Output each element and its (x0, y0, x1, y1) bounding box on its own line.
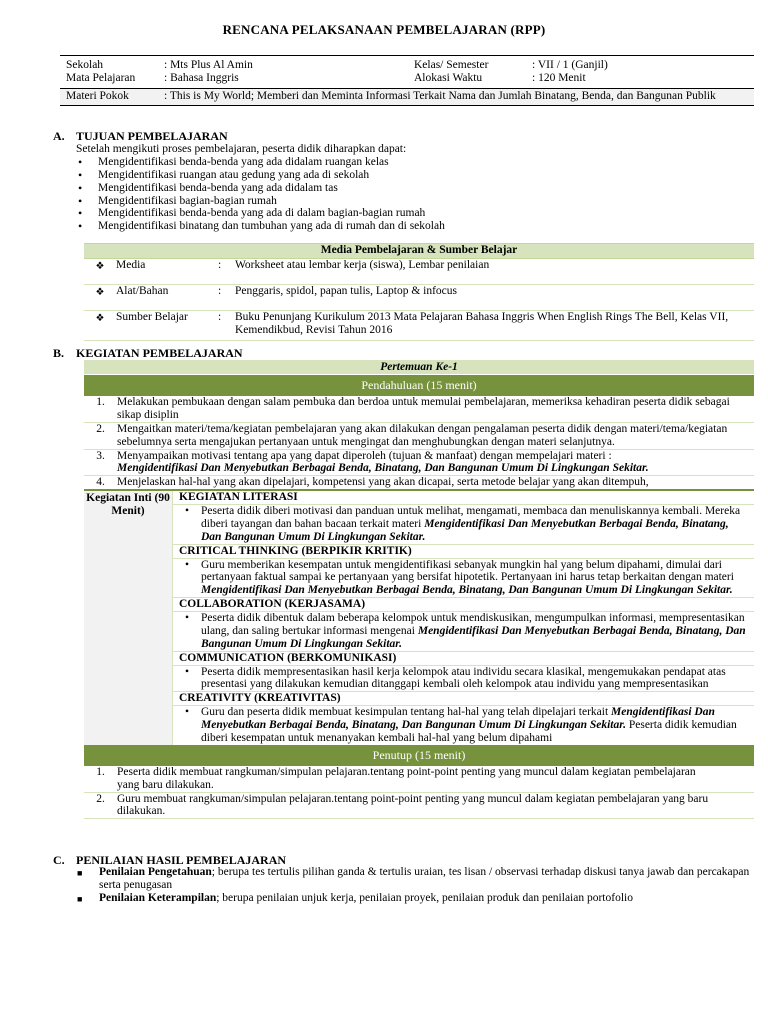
media-header-row (84, 244, 754, 259)
bullet: • (184, 665, 190, 678)
materi-value: : This is My World; Memberi dan Meminta Informasi Terkait Nama dan Jumlah Binatang, Benda, dan Bangunan Publik (164, 89, 716, 102)
table-row (84, 311, 754, 341)
sekolah-label: Sekolah (66, 59, 104, 71)
media-key: Media (116, 259, 218, 285)
kegiatan-inti (84, 489, 754, 745)
media-value: Penggaris, spidol, papan tulis, Laptop & infocus (235, 285, 754, 311)
table-row (84, 396, 754, 423)
row-number: 1. (96, 396, 105, 408)
list-item (76, 892, 756, 905)
bullet-text: Peserta didik mempresentasikan hasil kerja kelompok atau individu secara klasikal, mengemukakan pendapat atas presentasi yang dilakukan kemudian ditanggapi kembali oleh kelompok atau individu yang mempresentasikan (201, 665, 726, 691)
list-item: • Mengidentifikasi benda-benda yang ada didalam ruangan kelas (76, 156, 746, 169)
info-row (60, 72, 754, 88)
list-item: • Mengidentifikasi ruangan atau gedung yang ada di sekolah (76, 169, 746, 182)
sekolah-value: : Mts Plus Al Amin (164, 59, 253, 71)
literasi-heading: KEGIATAN LITERASI (173, 491, 754, 505)
square-bullet-icon: ■ (77, 893, 83, 904)
list-item: • Mengidentifikasi benda-benda yang ada didalam tas (76, 182, 746, 195)
bullet-text-wrap (201, 559, 754, 598)
kelas-label: Kelas/ Semester (414, 59, 489, 71)
media-value: Worksheet atau lembar kerja (siswa), Lembar penilaian (235, 259, 754, 285)
collab-heading: COLLABORATION (KERJASAMA) (173, 598, 754, 612)
row-number: 1. (96, 765, 105, 778)
penilaian-list (76, 866, 756, 905)
section-a-heading (53, 130, 228, 143)
penilaian-text: ; berupa penilaian unjuk kerja, penilaian proyek, penilaian produk dan penilaian portofolio (216, 891, 633, 904)
section-letter: B. (53, 346, 65, 360)
bullet: • (184, 505, 190, 517)
table-row (84, 766, 754, 793)
bullet-text: Peserta didik diberi motivasi dan panduan untuk melihat, mengamati, membaca dan menuliskannya kembali. Mereka diberi tayangan dan bahan bacaan terkait materi (201, 505, 741, 530)
list-item (173, 505, 754, 545)
media-sep: : (218, 259, 235, 285)
row-text: Menjelaskan hal-hal yang akan dipelajari, kompetensi yang akan dicapai, serta metode belajar yang akan ditempuh, (117, 476, 649, 489)
row-number: 2. (96, 422, 105, 435)
row-text: Mengaitkan materi/tema/kegiatan pembelajaran yang akan dilakukan dengan pengalaman peserta didik dengan materi/tema/kegiatan sebelumnya serta mengajukan pertanyaan untuk mengingat dan menghubungkan dengan materi selanjutnya. (117, 422, 728, 448)
comm-heading: COMMUNICATION (BERKOMUNIKASI) (173, 652, 754, 666)
list-item (76, 866, 756, 892)
bullet-text-wrap (201, 612, 754, 651)
pertemuan-label: Pertemuan Ke-1 (84, 360, 754, 374)
table-row (84, 259, 754, 285)
list-item (173, 706, 754, 745)
bullet-text: Peserta didik dibentuk dalam beberapa kelompok untuk mendiskusikan, mengumpulkan informasi, mempresentasikan ulang, dan saling bertukar informasi mengenai (201, 612, 745, 637)
section-b-heading (53, 347, 243, 360)
mapel-label: Mata Pelajaran (66, 71, 136, 84)
tujuan-list (76, 156, 746, 233)
list-item: • Mengidentifikasi benda-benda yang ada di dalam bagian-bagian rumah (76, 207, 746, 220)
row-number: 3. (96, 449, 105, 462)
row-text: Guru membuat rangkuman/simpulan pelajaran.tentang point-point penting yang muncul dalam kegiatan pembelajaran yang baru dilakukan. (117, 792, 709, 818)
row-text-wrap (117, 450, 754, 476)
bullet-emphasis: Mengidentifikasi Dan Menyebutkan Berbagai Benda, Binatang, Dan Bangunan Umum Di Lingkungan Sekitar. (201, 706, 715, 731)
pendahuluan-header: Pendahuluan (15 menit) (84, 375, 754, 396)
media-sep: : (218, 285, 235, 311)
row-emphasis: Mengidentifikasi Dan Menyebutkan Berbagai Benda, Binatang, Dan Bangunan Umum Di Lingkungan Sekitar. (117, 462, 649, 475)
penilaian-bold: Penilaian Keterampilan (99, 891, 217, 904)
bullet-text-wrap (201, 706, 754, 745)
materi-label: Materi Pokok (66, 89, 129, 102)
penutup-header: Penutup (15 menit) (84, 745, 754, 766)
info-row (60, 56, 754, 72)
critical-heading: CRITICAL THINKING (BERPIKIR KRITIK) (173, 545, 754, 559)
media-key: Alat/Bahan (116, 285, 218, 311)
list-item (173, 559, 754, 599)
section-title: KEGIATAN PEMBELAJARAN (76, 346, 243, 360)
alokasi-label: Alokasi Waktu (414, 71, 483, 84)
table-row (84, 793, 754, 820)
table-row (84, 476, 754, 489)
bullet-text-wrap (201, 505, 754, 544)
diamond-bullet-icon: ❖ (84, 311, 116, 341)
bullet-emphasis: Mengidentifikasi Dan Menyebutkan Berbagai Benda, Binatang, Dan Bangunan Umum Di Lingkungan Sekitar. (201, 517, 729, 543)
bullet-emphasis: Mengidentifikasi Dan Menyebutkan Berbagai Benda, Binatang, Dan Bangunan Umum Di Lingkungan Sekitar. (201, 624, 746, 650)
section-title: TUJUAN PEMBELAJARAN (76, 129, 228, 143)
bullet: • (184, 612, 190, 624)
bullet-text: Guru dan peserta didik membuat kesimpulan tentang hal-hal yang telah dipelajari terkait (201, 706, 609, 719)
table-row (84, 285, 754, 311)
list-item: • Mengidentifikasi bagian-bagian rumah (76, 195, 746, 208)
tujuan-block (76, 143, 746, 233)
page-title: RENCANA PELAKSANAAN PEMBELAJARAN (RPP) (222, 22, 546, 37)
bullet: • (184, 706, 190, 719)
square-bullet-icon: ■ (77, 868, 83, 878)
creat-heading: CREATIVITY (KREATIVITAS) (173, 692, 754, 706)
info-box (60, 55, 754, 106)
media-value: Buku Penunjang Kurikulum 2013 Mata Pelajaran Bahasa Inggris When English Rings The Bell, Kelas VII, Kemendikbud, Revisi Tahun 2016 (235, 311, 754, 341)
table-row (84, 423, 754, 450)
alokasi-value: : 120 Menit (532, 71, 586, 84)
media-key: Sumber Belajar (116, 311, 218, 341)
row-text: Menyampaikan motivasi tentang apa yang dapat diperoleh (tujuan & manfaat) dengan mempelajari materi : (117, 449, 612, 462)
media-header: Media Pembelajaran & Sumber Belajar (84, 244, 754, 259)
kegiatan-table (84, 360, 754, 819)
section-letter: A. (53, 129, 65, 143)
diamond-bullet-icon: ❖ (84, 259, 116, 285)
diamond-bullet-icon: ❖ (84, 285, 116, 311)
penilaian-text-wrap (99, 866, 756, 892)
kegiatan-inti-label: Kegiatan Inti (90 Menit) (84, 491, 173, 745)
row-text: Peserta didik membuat rangkuman/simpulan pelajaran.tentang point-point penting yang muncul dalam kegiatan pembelajaran yang baru dilakukan. (117, 765, 696, 791)
row-text: Melakukan pembukaan dengan salam pembuka dan berdoa untuk memulai pembelajaran, memeriksa kehadiran peserta didik sebagai sikap disiplin (117, 396, 730, 421)
list-item (173, 612, 754, 652)
bullet: • (184, 558, 190, 571)
section-letter: C. (53, 853, 65, 867)
penilaian-text: ; berupa tes tertulis pilihan ganda & tertulis uraian, tes lisan / observasi terhadap diskusi tanya jawab dan percakapan serta penugasan (99, 866, 750, 891)
kelas-value: : VII / 1 (Ganjil) (532, 59, 608, 71)
media-sep: : (218, 311, 235, 341)
penilaian-bold: Penilaian Pengetahuan (99, 866, 212, 878)
table-row (84, 450, 754, 477)
bullet-text: Guru memberikan kesempatan untuk mengidentifikasi sebanyak mungkin hal yang belum dipahami, dimulai dari pertanyaan faktual sampai ke pertanyaan yang bersifat hipotetik. Pertanyaan ini harus tetap berkaitan dengan materi (201, 558, 734, 584)
row-number: 2. (96, 792, 105, 805)
list-item: • Mengidentifikasi binatang dan tumbuhan yang ada di rumah dan di sekolah (76, 220, 746, 233)
tujuan-intro: Setelah mengikuti proses pembelajaran, peserta didik diharapkan dapat: (76, 143, 407, 155)
materi-row (60, 88, 754, 105)
row-number: 4. (96, 476, 105, 489)
media-table (84, 243, 754, 341)
kegiatan-inti-body (173, 491, 754, 745)
penilaian-text-wrap (99, 892, 756, 905)
section-title: PENILAIAN HASIL PEMBELAJARAN (76, 853, 287, 867)
list-item (173, 666, 754, 693)
mapel-value: : Bahasa Inggris (164, 71, 239, 84)
bullet-tail: Peserta didik kemudian diberi kesempatan untuk menanyakan kembali hal-hal yang belum dipahami (201, 719, 737, 744)
bullet-emphasis: Mengidentifikasi Dan Menyebutkan Berbagai Benda, Binatang, Dan Bangunan Umum Di Lingkungan Sekitar. (201, 584, 733, 597)
